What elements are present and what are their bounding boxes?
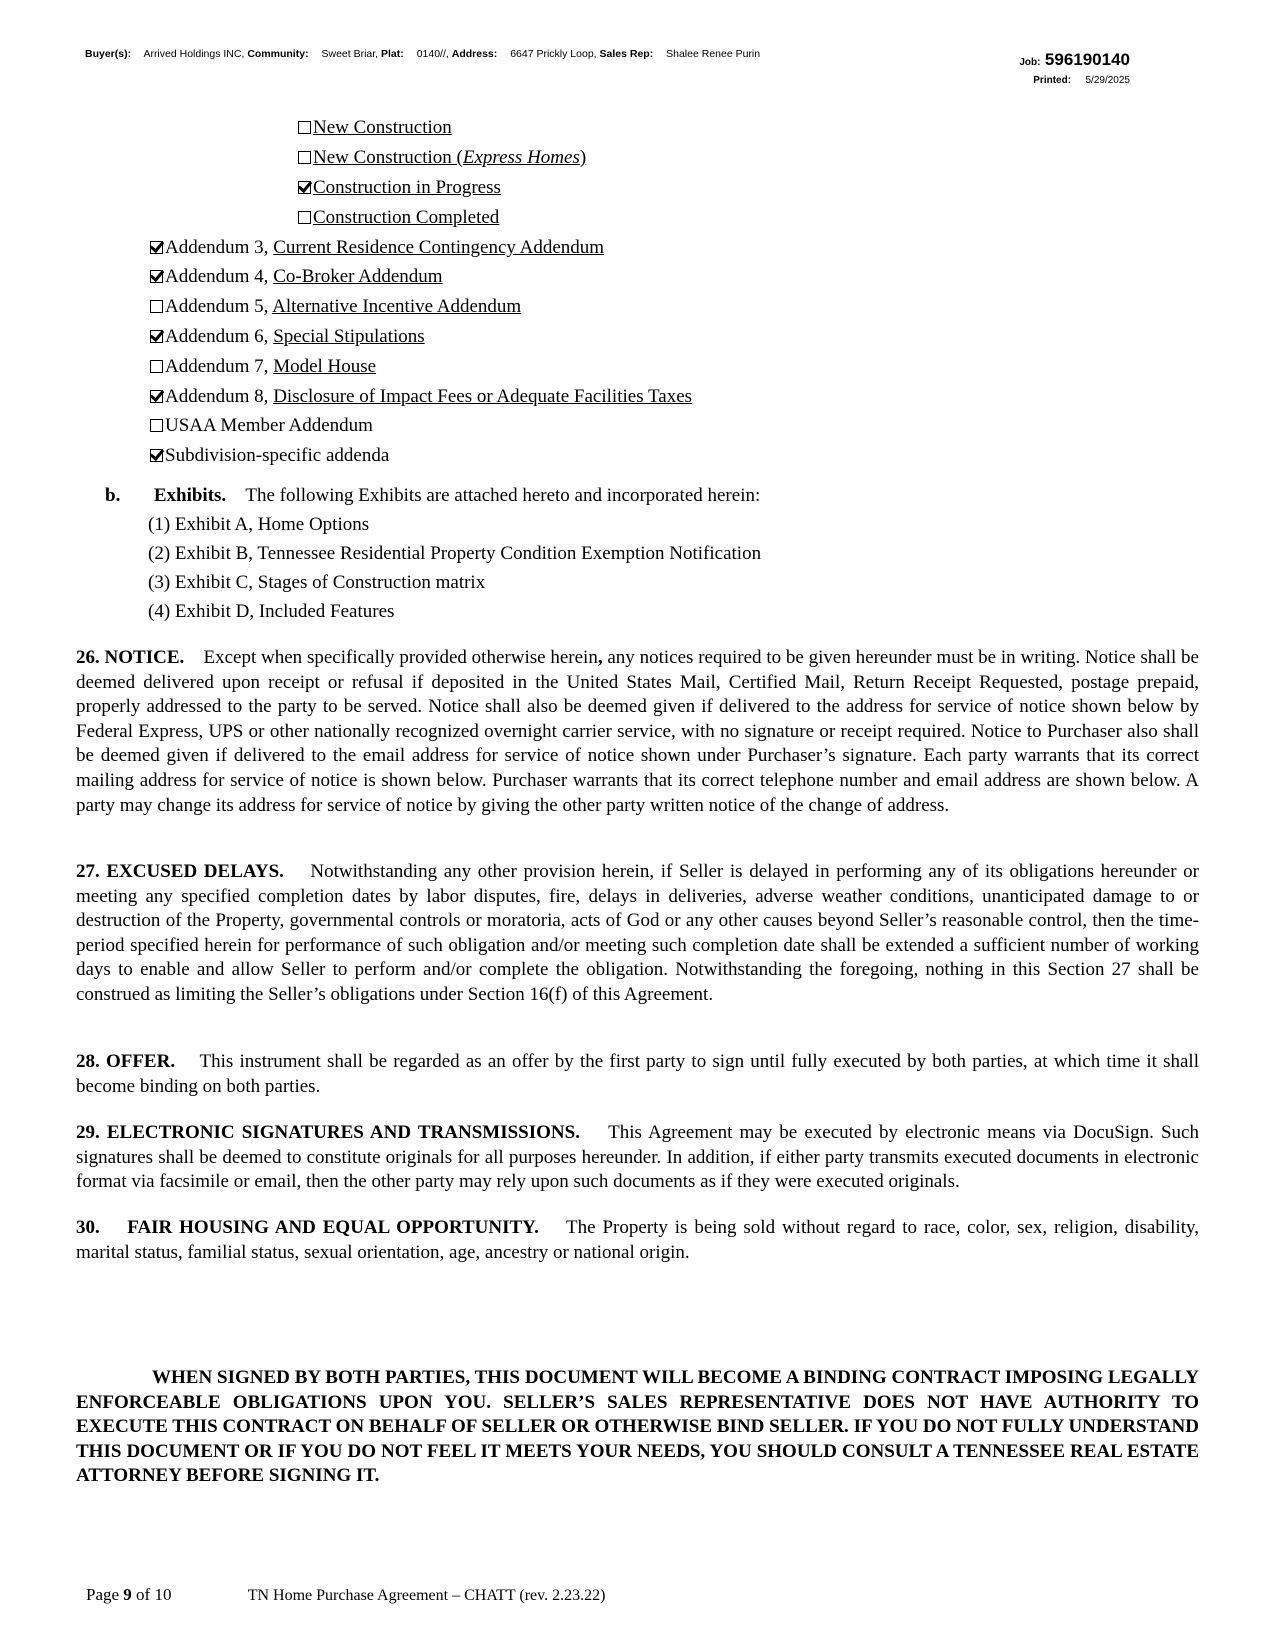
section-body: This Agreement may be executed by electronic means via DocuSign. Such signatures shall be deemed to constitute originals for all purposes hereunder. In addition, if either party transmits executed documents in electronic format via facsimile or email, then the other party may rely upon such documents as if they were executed originals. [76,1122,1199,1193]
addendum-3 [150,237,604,259]
checkbox[interactable] [298,121,311,134]
printed-date: 5/29/2025 [1085,75,1130,86]
section-body: Except when specifically provided otherwise herein [203,647,598,668]
form-title: TN Home Purchase Agreement – CHATT (rev. 2.23.22) [247,1587,606,1604]
addendum-5 [150,296,521,318]
option-label: Construction Completed [313,207,500,228]
option-construction-in-progress [298,177,501,199]
sales-rep-label: Sales Rep: [599,48,654,60]
section-body-cont: any notices required to be given hereunder must be in writing. Notice shall be deemed delivered upon receipt or refusal if deposited in the United States Mail, Certified Mail, Return Receipt Requested, postage prepaid, properly addressed to the party to be served. Notice shall also be deemed given if delivered to the address for service of notice shown below by Federal Express, UPS or other nationally recognized overnight carrier service, with no signature or receipt required. Notice to Purchaser also shall be deemed given if delivered to the email address for service of notice shown under Purchaser’s signature. Each party warrants that its correct mailing address for service of notice is shown below. Purchaser warrants that its correct telephone number and email address are shown below. A party may change its address for service of notice by giving the other party written notice of the change of address. [76,647,1199,816]
binding-contract-warning: WHEN SIGNED BY BOTH PARTIES, THIS DOCUMENT WILL BECOME A BINDING CONTRACT IMPOSING LEGALLY ENFORCEABLE OBLIGATIONS UPON YOU. SELLER’S SALES REPRESENTATIVE DOES NOT HAVE AUTHORITY TO EXECUTE THIS CONTRACT ON BEHALF OF SELLER OR OTHERWISE BIND SELLER. IF YOU DO NOT FULLY UNDERSTAND THIS DOCUMENT OR IF YOU DO NOT FEEL IT MEETS YOUR NEEDS, YOU SHOULD CONSULT A TENNESSEE REAL ESTATE ATTORNEY BEFORE SIGNING IT. [76,1367,1199,1486]
page-footer [86,1585,605,1605]
exhibit-item: (1) Exhibit A, Home Options [148,514,370,535]
addendum-title: Alternative Incentive Addendum [272,296,522,317]
checkbox[interactable] [150,300,163,313]
page-number: 9 [123,1585,132,1604]
plat-value: 0140//, [416,48,449,60]
page-word: Page [86,1585,120,1604]
job-header-info [85,48,760,60]
addendum-4 [150,266,443,288]
addendum-subdivision [150,445,389,467]
sales-rep-value: Shalee Renee Purin [666,48,761,60]
addendum-title: Co-Broker Addendum [273,266,443,287]
exhibits-heading: Exhibits. [153,485,227,506]
section-body-comma: , [597,647,603,668]
section-heading: 29. ELECTRONIC SIGNATURES AND TRANSMISSIONS. [76,1122,580,1143]
addendum-prefix: Addendum 8, [165,386,274,407]
addendum-title: Special Stipulations [273,326,425,347]
exhibits-letter: b. [105,485,121,506]
addendum-title: Model House [273,356,377,377]
address-value: 6647 Prickly Loop, [510,48,597,60]
exhibit-item: (3) Exhibit C, Stages of Construction matrix [148,572,486,593]
addendum-prefix: USAA Member Addendum [165,415,373,436]
section-27-excused-delays [76,860,1199,1008]
addendum-prefix: Subdivision-specific addenda [165,445,390,466]
checkbox-checked[interactable] [150,330,163,343]
section-heading: FAIR HOUSING AND EQUAL OPPORTUNITY. [127,1217,539,1238]
checkbox-checked[interactable] [150,449,163,462]
addendum-prefix: Addendum 3, [165,237,274,258]
addendum-usaa [150,415,373,437]
address-label: Address: [451,48,498,60]
section-number: 30. [76,1217,100,1238]
section-heading: 26. NOTICE. [76,647,185,668]
job-number: 596190140 [1044,50,1130,69]
option-label: Construction in Progress [313,177,501,198]
option-label-before: New Construction ( [313,147,463,168]
option-construction-completed [298,207,499,229]
checkbox[interactable] [150,360,163,373]
checkbox-checked[interactable] [150,270,163,283]
addendum-prefix: Addendum 6, [165,326,274,347]
addendum-6 [150,326,425,348]
option-label-after: ) [579,147,587,168]
exhibits-intro: The following Exhibits are attached hereto and incorporated herein: [245,485,761,506]
addendum-8 [150,386,692,408]
section-29-electronic-signatures [76,1121,1199,1195]
addendum-title: Current Residence Contingency Addendum [273,237,605,258]
buyer-value: Arrived Holdings INC, [143,48,245,60]
community-value: Sweet Briar, [321,48,379,60]
addendum-prefix: Addendum 5, [165,296,273,317]
addendum-7 [150,356,376,378]
printed-label: Printed: [1033,75,1072,86]
option-label: New Construction [313,117,452,138]
exhibits-heading-line [105,485,760,507]
plat-label: Plat: [381,48,404,60]
community-label: Community: [247,48,309,60]
section-body: Notwithstanding any other provision herein, if Seller is delayed in performing any of its obligations hereunder or meeting any specified completion dates by labor disputes, fire, delays in deliveries, adverse weather conditions, unanticipated damage to or destruction of the Property, governmental controls or moratoria, acts of God or any other causes beyond Seller’s reasonable control, then the time-period specified herein for performance of such obligation and/or meeting such completion date shall be extended a sufficient number of working days to enable and allow Seller to perform and/or complete the obligation. Notwithstanding the foregoing, nothing in this Section 27 shall be construed as limiting the Seller’s obligations under Section 16(f) of this Agreement. [76,861,1199,1005]
addendum-title: Disclosure of Impact Fees or Adequate Facilities Taxes [273,386,693,407]
addendum-prefix: Addendum 7, [165,356,274,377]
exhibit-item: (2) Exhibit B, Tennessee Residential Property Condition Exemption Notification [148,543,762,564]
checkbox[interactable] [150,419,163,432]
section-28-offer [76,1050,1199,1099]
checkbox[interactable] [298,151,311,164]
addendum-prefix: Addendum 4, [165,266,274,287]
section-heading: 27. EXCUSED DELAYS. [76,861,284,882]
total-pages: 10 [154,1585,172,1604]
section-heading: 28. OFFER. [76,1051,176,1072]
exhibit-item: (4) Exhibit D, Included Features [148,601,395,622]
section-30-fair-housing [76,1216,1199,1265]
checkbox-checked[interactable] [150,241,163,254]
section-26-notice [76,646,1199,818]
option-new-construction [298,117,452,139]
checkbox[interactable] [298,211,311,224]
section-body: The Property is being sold without regard to race, color, sex, religion, disability, marital status, familial status, sexual orientation, age, ancestry or national origin. [76,1217,1199,1263]
section-body: This instrument shall be regarded as an offer by the first party to sign until fully executed by both parties, at which time it shall become binding on both parties. [76,1051,1199,1097]
option-label-italic: Express Homes [462,147,580,168]
job-label: Job: [1019,57,1041,68]
of-word: of [136,1585,151,1604]
checkbox-checked[interactable] [298,181,311,194]
checkbox-checked[interactable] [150,390,163,403]
buyer-label: Buyer(s): [85,48,132,60]
job-info [1019,50,1130,88]
option-new-construction-express [298,147,586,169]
